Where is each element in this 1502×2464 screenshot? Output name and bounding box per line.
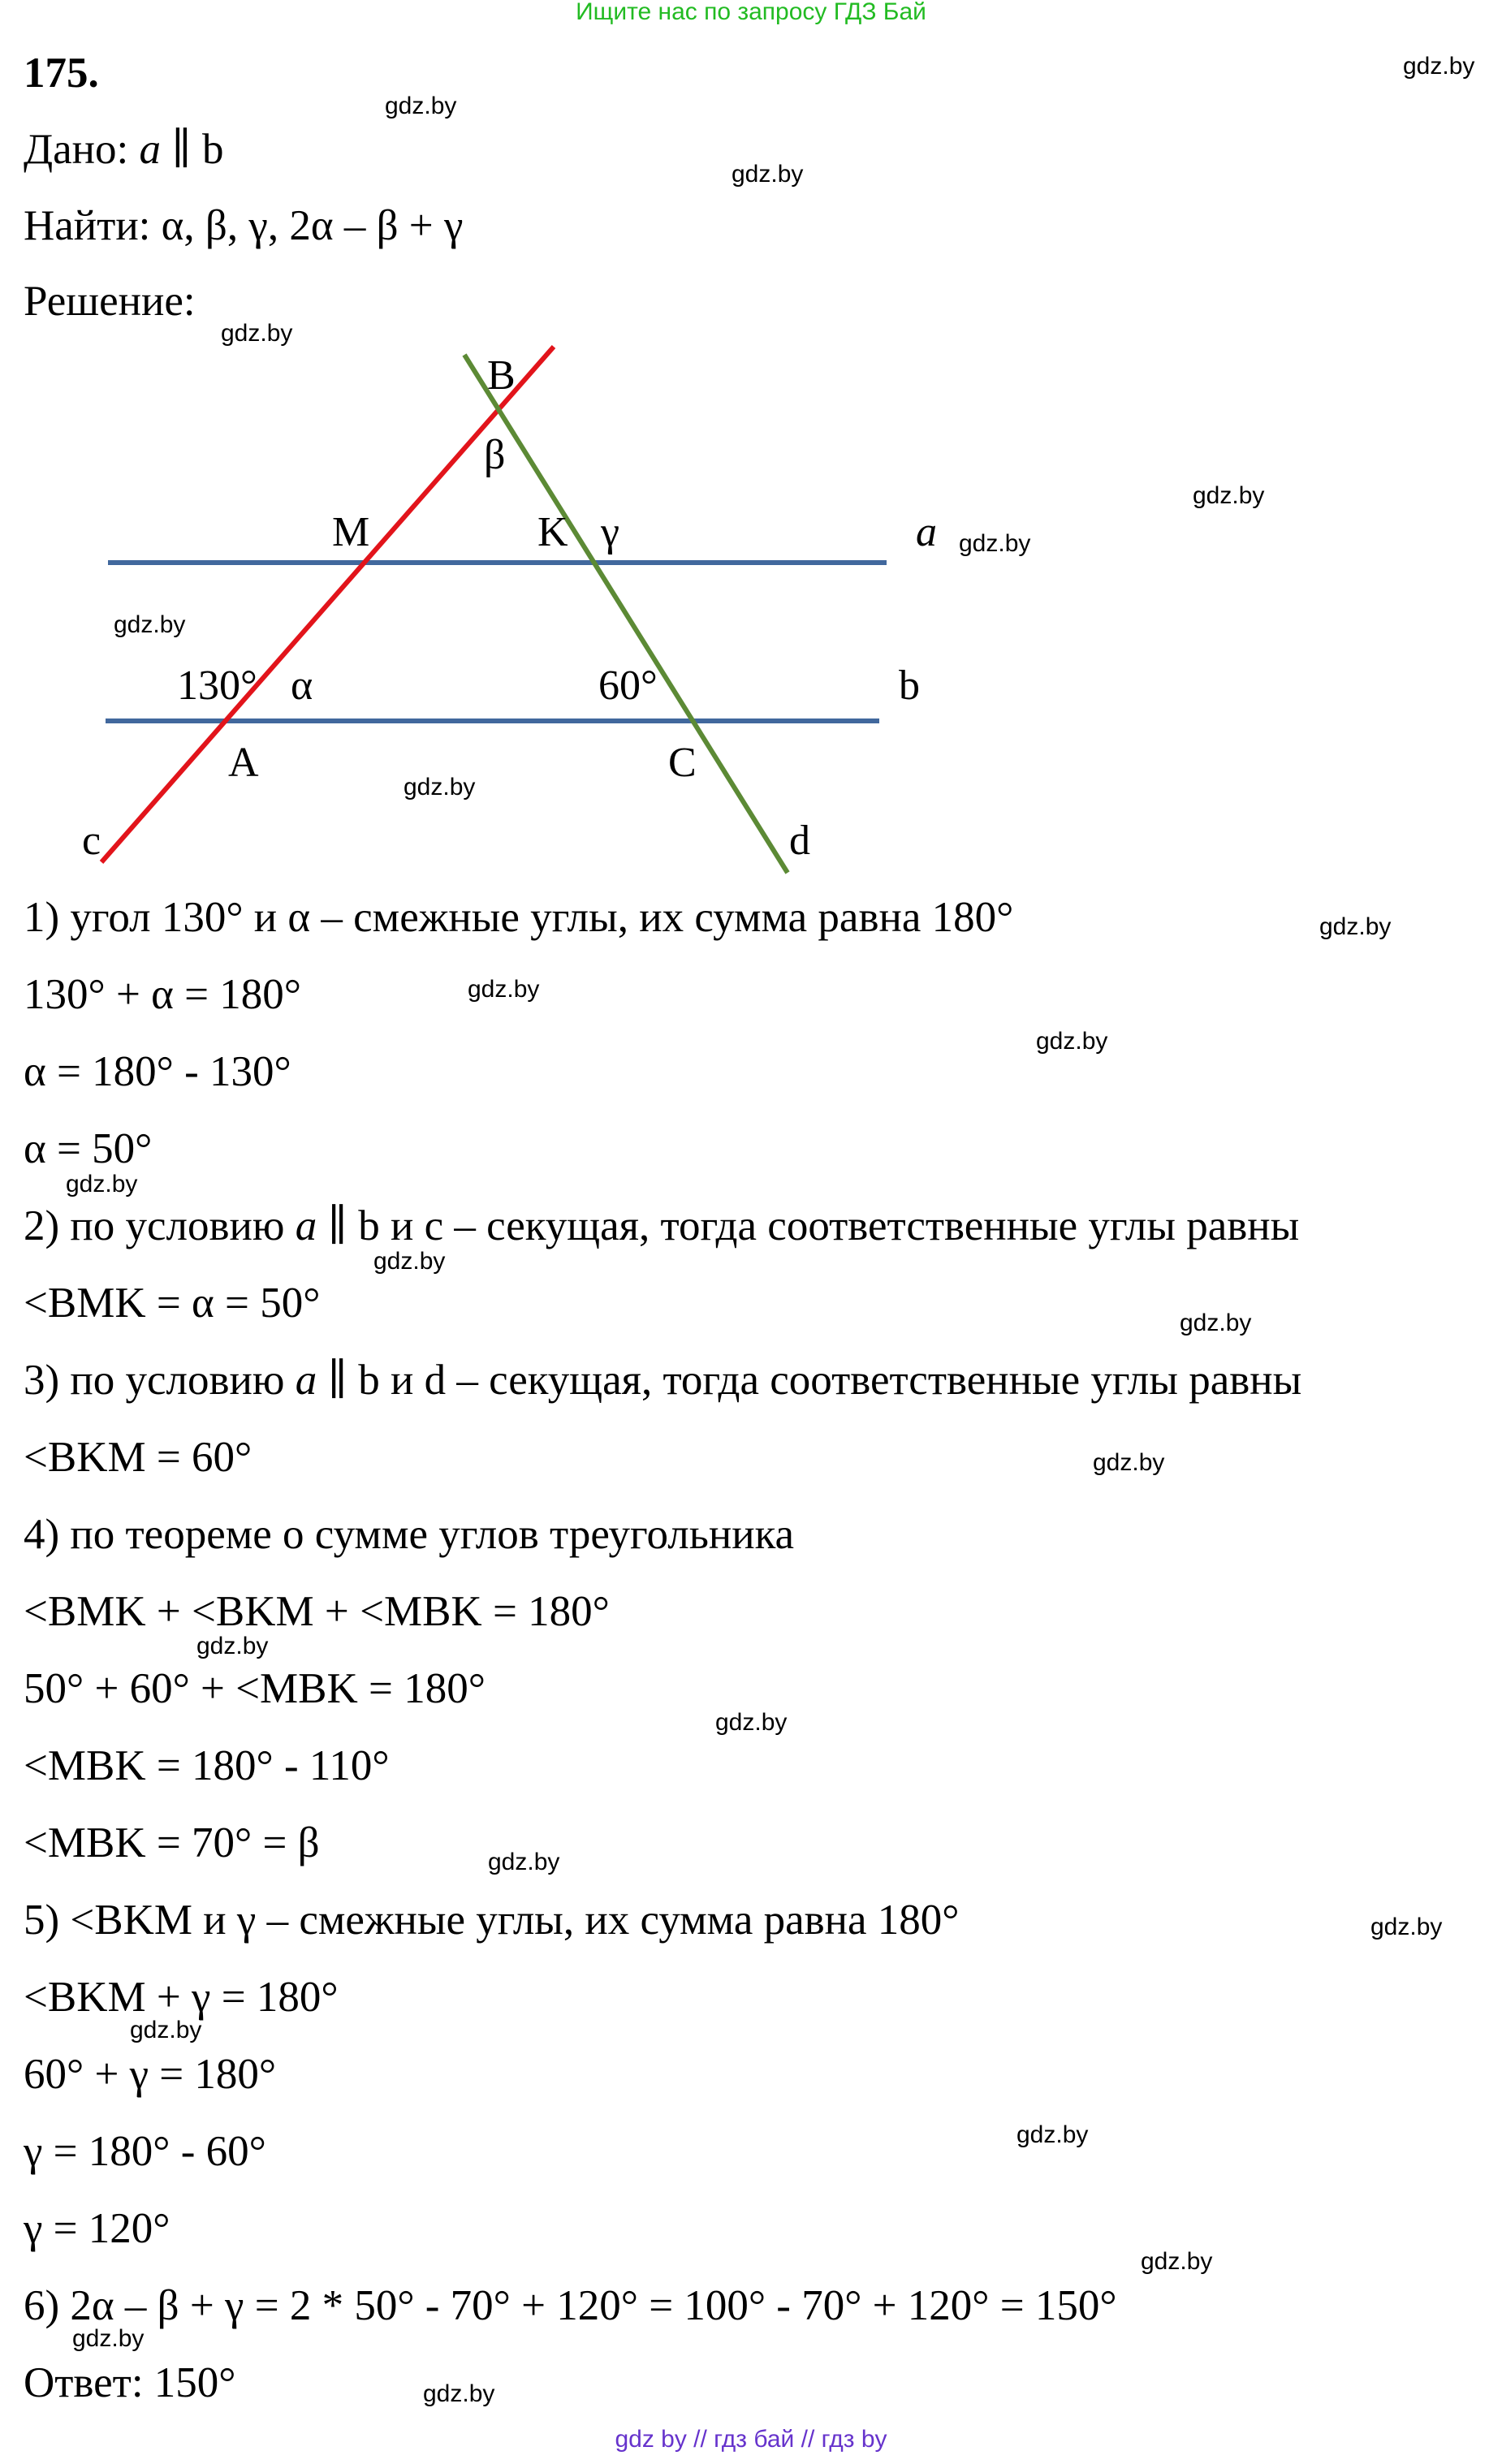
label-line-b: b (899, 662, 920, 709)
solution-step-6: 6) 2α – β + γ = 2 * 50° - 70° + 120° = 100° - 70° + 120° = 150° (24, 2282, 1117, 2329)
solution-line: <MBK = 180° - 110° (24, 1742, 390, 1789)
label-alpha: α (291, 662, 313, 709)
watermark: gdz.by (385, 93, 457, 119)
label-line-a: a (916, 509, 937, 555)
answer-line: Ответ: 150° (24, 2359, 236, 2406)
label-angle-130: 130° (177, 662, 257, 709)
solution-line: γ = 180° - 60° (24, 2128, 266, 2175)
find-line: Найти: α, β, γ, 2α – β + γ (24, 202, 464, 249)
transversal-c (101, 347, 554, 862)
solution-label: Решение: (24, 278, 196, 325)
watermark: gdz.by (66, 1171, 138, 1197)
watermark: gdz.by (1319, 913, 1392, 940)
footer-links[interactable]: gdz by // гдз бай // гдз by (615, 2426, 887, 2453)
step-3-post: ∥ b и d – секущая, тогда соответственные углы равны (317, 1357, 1302, 1404)
solution-line: 60° + γ = 180° (24, 2051, 277, 2098)
watermark: gdz.by (404, 774, 476, 800)
watermark: gdz.by (221, 320, 293, 347)
solution-step-1: 1) угол 130° и α – смежные углы, их сумма равна 180° (24, 894, 1014, 941)
given-rest: ∥ b (161, 126, 224, 173)
label-point-a: A (228, 740, 259, 786)
watermark: gdz.by (1141, 2248, 1213, 2275)
watermark: gdz.by (72, 2325, 145, 2352)
label-line-c: c (82, 818, 101, 864)
solution-line: 130° + α = 180° (24, 971, 301, 1018)
solution-step-3 (24, 1359, 1301, 1402)
watermark: gdz.by (1193, 482, 1265, 509)
transversal-d (464, 352, 788, 873)
step-2-post: ∥ b и c – секущая, тогда соответственные углы равны (317, 1202, 1300, 1249)
solution-line: γ = 120° (24, 2205, 170, 2252)
solution-line: α = 50° (24, 1125, 153, 1172)
label-beta: β (484, 432, 506, 478)
watermark: gdz.by (488, 1849, 560, 1875)
solution-line: 50° + 60° + <MBK = 180° (24, 1665, 486, 1712)
given-label: Дано: (24, 126, 140, 173)
header-banner[interactable]: Ищите нас по запросу ГДЗ Бай (576, 0, 926, 25)
watermark: gdz.by (715, 1709, 788, 1736)
watermark: gdz.by (196, 1633, 269, 1659)
watermark: gdz.by (1180, 1310, 1252, 1336)
watermark: gdz.by (423, 2380, 495, 2407)
watermark: gdz.by (1370, 1914, 1443, 1940)
step-3-pre: 3) по условию (24, 1357, 296, 1404)
watermark: gdz.by (732, 161, 804, 188)
solution-line: <BKM = 60° (24, 1434, 252, 1481)
watermark: gdz.by (959, 530, 1031, 557)
step-3-var: a (295, 1357, 317, 1404)
watermark: gdz.by (468, 976, 540, 1003)
solution-step-2 (24, 1202, 1300, 1249)
watermark: gdz.by (1036, 1028, 1108, 1055)
label-point-k: K (537, 509, 568, 555)
solution-line: α = 180° - 130° (24, 1048, 291, 1095)
label-point-c: C (668, 740, 697, 786)
label-point-m: M (332, 509, 370, 555)
solution-line: <BMK + <BKM + <MBK = 180° (24, 1588, 610, 1635)
problem-number: 175. (24, 50, 99, 97)
watermark: gdz.by (1093, 1449, 1165, 1476)
step-2-pre: 2) по условию (24, 1202, 296, 1249)
label-gamma: γ (601, 509, 619, 555)
solution-line: <BMK = α = 50° (24, 1279, 321, 1327)
label-line-d: d (789, 818, 810, 864)
label-point-b: B (487, 352, 516, 399)
solution-line: <MBK = 70° = β (24, 1819, 320, 1866)
watermark: gdz.by (1403, 53, 1475, 80)
watermark: gdz.by (114, 611, 186, 638)
solution-step-5: 5) <BKM и γ – смежные углы, их сумма равна 180° (24, 1897, 960, 1944)
given-var-a: a (139, 126, 162, 173)
solution-step-4: 4) по теореме о сумме углов треугольника (24, 1511, 795, 1558)
watermark: gdz.by (373, 1248, 446, 1275)
label-angle-60: 60° (598, 662, 658, 709)
solution-line: <BKM + γ = 180° (24, 1974, 339, 2021)
watermark: gdz.by (1016, 2121, 1089, 2148)
watermark: gdz.by (130, 2017, 202, 2043)
step-2-var: a (295, 1202, 317, 1249)
